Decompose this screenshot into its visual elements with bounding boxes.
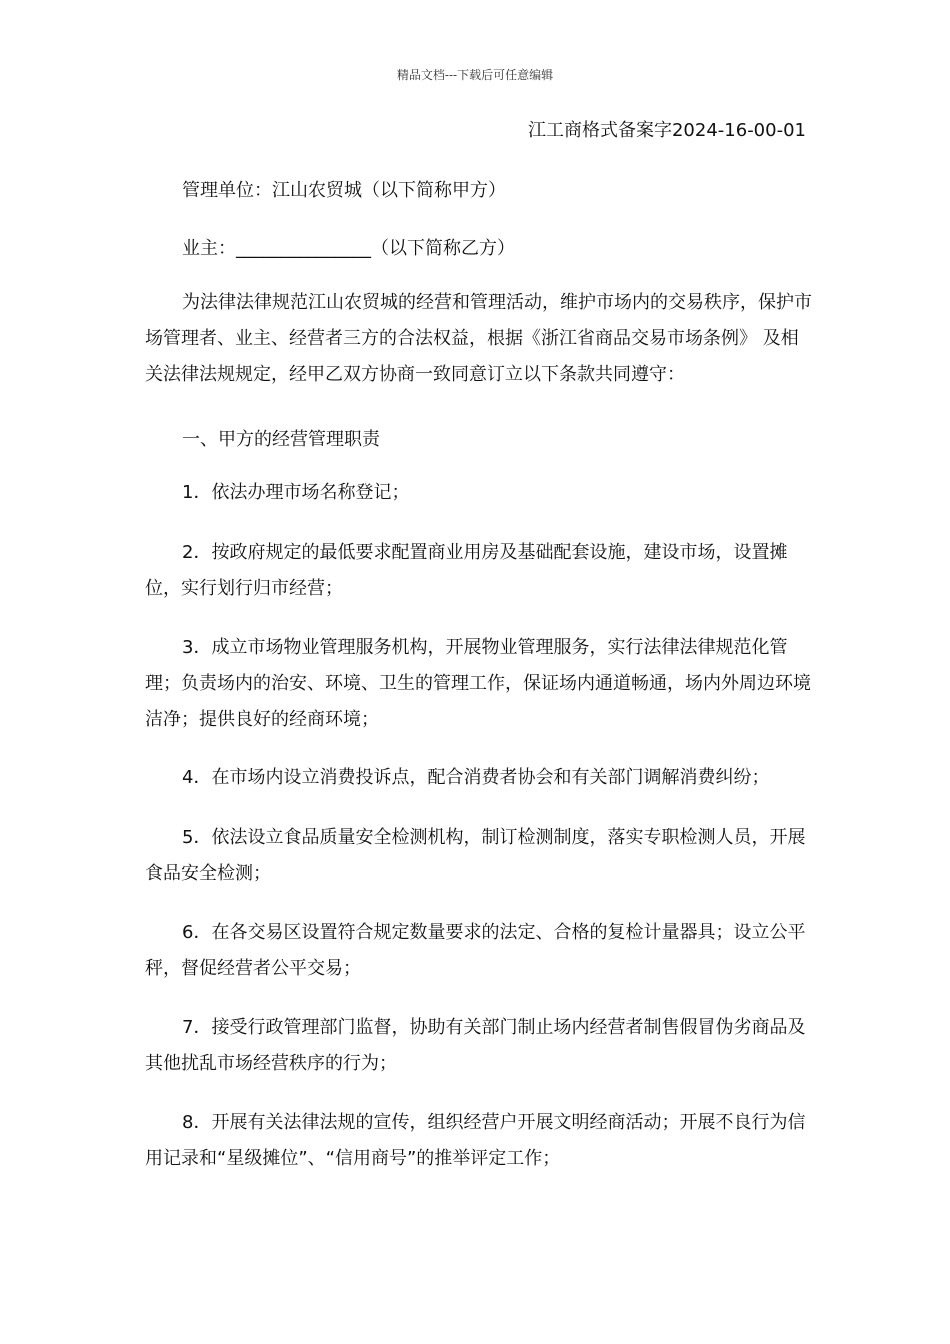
item-2: 2．按政府规定的最低要求配置商业用房及基础配套设施，建设市场，设置摊位，实行划行归市经营； (145, 542, 788, 599)
management-unit: 管理单位：江山农贸城（以下简称甲方） (182, 180, 506, 201)
item-4: 4．在市场内设立消费投诉点，配合消费者协会和有关部门调解消费纠纷； (182, 767, 770, 788)
item-8: 8．开展有关法律法规的宣传，组织经营户开展文明经商活动；开展不良行为信用记录和“星级摊位”、“信用商号”的推举评定工作； (145, 1112, 806, 1169)
intro-paragraph: 为法律法律规范江山农贸城的经营和管理活动，维护市场内的交易秩序，保护市场管理者、业主、经营者三方的合法权益，根据《浙江省商品交易市场条例》 及相关法律法规规定，经甲乙双方协商一致同意订立以下条款共同遵守： (145, 292, 812, 385)
page-header: 精品文档---下载后可任意编辑 (396, 68, 554, 82)
item-7: 7．接受行政管理部门监督，协助有关部门制止场内经营者制售假冒伪劣商品及其他扰乱市场经营秩序的行为； (145, 1017, 806, 1074)
item-5: 5．依法设立食品质量安全检测机构，制订检测制度，落实专职检测人员，开展食品安全检测； (145, 827, 806, 884)
item-6: 6．在各交易区设置符合规定数量要求的法定、合格的复检计量器具；设立公平秤，督促经营者公平交易； (145, 922, 806, 979)
item-1: 1．依法办理市场名称登记； (182, 482, 410, 503)
section-title: 一、甲方的经营管理职责 (182, 429, 380, 450)
owner-line: 业主：_______________（以下简称乙方） (182, 238, 515, 259)
item-3: 3．成立市场物业管理服务机构，开展物业管理服务，实行法律法律规范化管理；负责场内的治安、环境、卫生的管理工作，保证场内通道畅通，场内外周边环境洁净；提供良好的经商环境； (145, 637, 811, 730)
record-number: 江工商格式备案字2024-16-00-01 (527, 120, 806, 141)
